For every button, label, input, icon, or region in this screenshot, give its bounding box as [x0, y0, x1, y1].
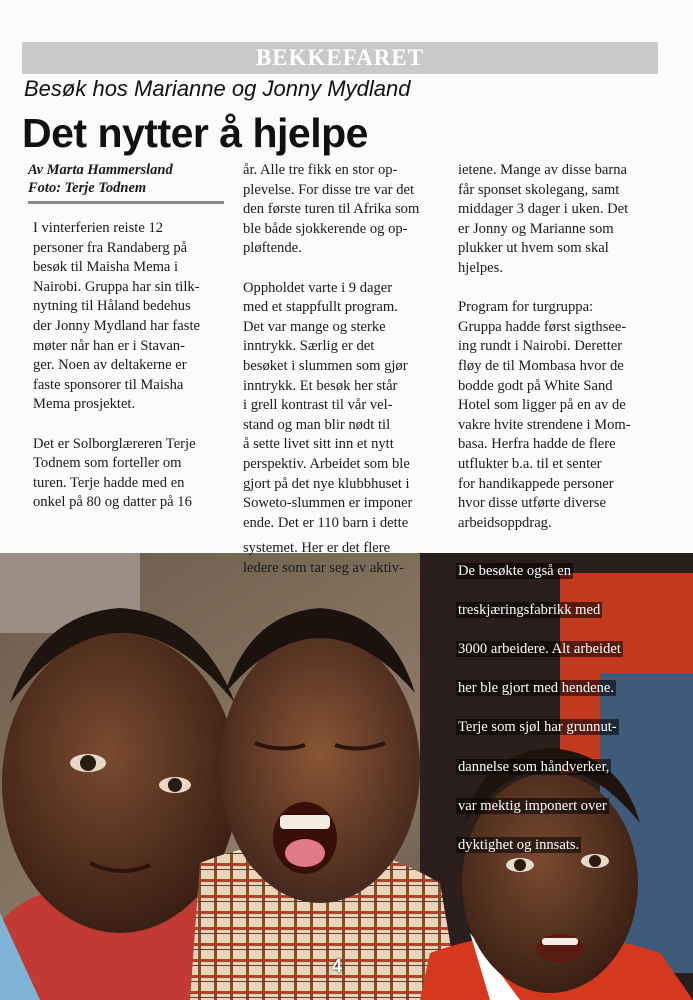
text-column-3	[458, 161, 663, 533]
paragraph: Det er Solborglæreren Terje Todnem som forteller om turen. Terje hadde med en onkel på 80 og datter på 16	[33, 435, 196, 511]
overlay-line: 3000 arbeidere. Alt arbeidet	[458, 640, 621, 657]
paragraph: ietene. Mange av disse barna får sponset skolegang, samt middager 3 dager i uken. Det er Jonny og Marianne som plukker ut hvem som skal hjelpes.	[458, 162, 629, 276]
overlay-line: her ble gjort med hendene.	[458, 680, 615, 697]
byline-photo-credit: Foto: Terje Todnem	[28, 180, 147, 196]
overlay-line: dyktighet og innsats.	[458, 836, 580, 853]
byline-author: Av Marta Hammersland	[28, 162, 173, 178]
page-number: 4	[332, 956, 343, 976]
text-column-3-overlay	[456, 542, 656, 875]
text-column-2-overlay	[243, 539, 448, 578]
overlay-line: De besøkte også en	[458, 562, 572, 579]
overlay-line: var mektig imponert over	[458, 797, 607, 814]
overlay-line: dannelse som håndverker,	[458, 758, 610, 775]
article-subtitle: Besøk hos Marianne og Jonny Mydland	[24, 76, 411, 101]
text-column-2	[243, 161, 448, 533]
paragraph: år. Alle tre fikk en stor op- plevelse. For disse tre var det den første turen til Afrika som ble både sjokkerende og op- pløftende.	[243, 162, 420, 257]
section-header: BEKKEFARET	[22, 42, 658, 74]
overlay-line: treskjæringsfabrikk med	[458, 601, 601, 618]
overlay-line: Terje som sjøl har grunnut-	[458, 719, 617, 736]
overlay-paragraph: systemet. Her er det flere ledere som tar seg av aktiv-	[243, 540, 404, 576]
article-headline: Det nytter å hjelpe	[22, 110, 368, 156]
text-column-1	[33, 219, 233, 533]
byline	[28, 161, 224, 197]
paragraph: Oppholdet varte i 9 dager med et stappfullt program. Det var mange og sterke inntrykk. Særlig er det besøket i slummen som gjør inntrykk. Et besøk her står i grell kontrast til vår vel- stand og man blir nødt til å sette livet sitt inn et nytt perspektiv. Arbeidet som ble gjort på det nye klubbhuset i Soweto-slummen er imponer ende. Det er 110 barn i dette	[243, 279, 413, 531]
paragraph: Program for turgruppa: Gruppa hadde først sigthsee- ing rundt i Nairobi. Deretter fløy de til Mombasa hvor de bodde godt på White Sand Hotel som ligger på en av de vakre hvite strendene i Mom- basa. Herfra hadde de flere utflukter b.a. til et senter for handikappede personer hvor disse utførte diverse arbeidsoppdrag.	[458, 299, 631, 531]
paragraph: I vinterferien reiste 12 personer fra Randaberg på besøk til Maisha Mema i Nairobi. Gruppa har sin tilk- nytning til Håland bedehus der Jonny Mydland har faste møter når han er i Stavan- ger. Noen av deltakerne er faste sponsorer til Maisha Mema prosjektet.	[33, 220, 200, 413]
byline-divider	[28, 201, 224, 204]
